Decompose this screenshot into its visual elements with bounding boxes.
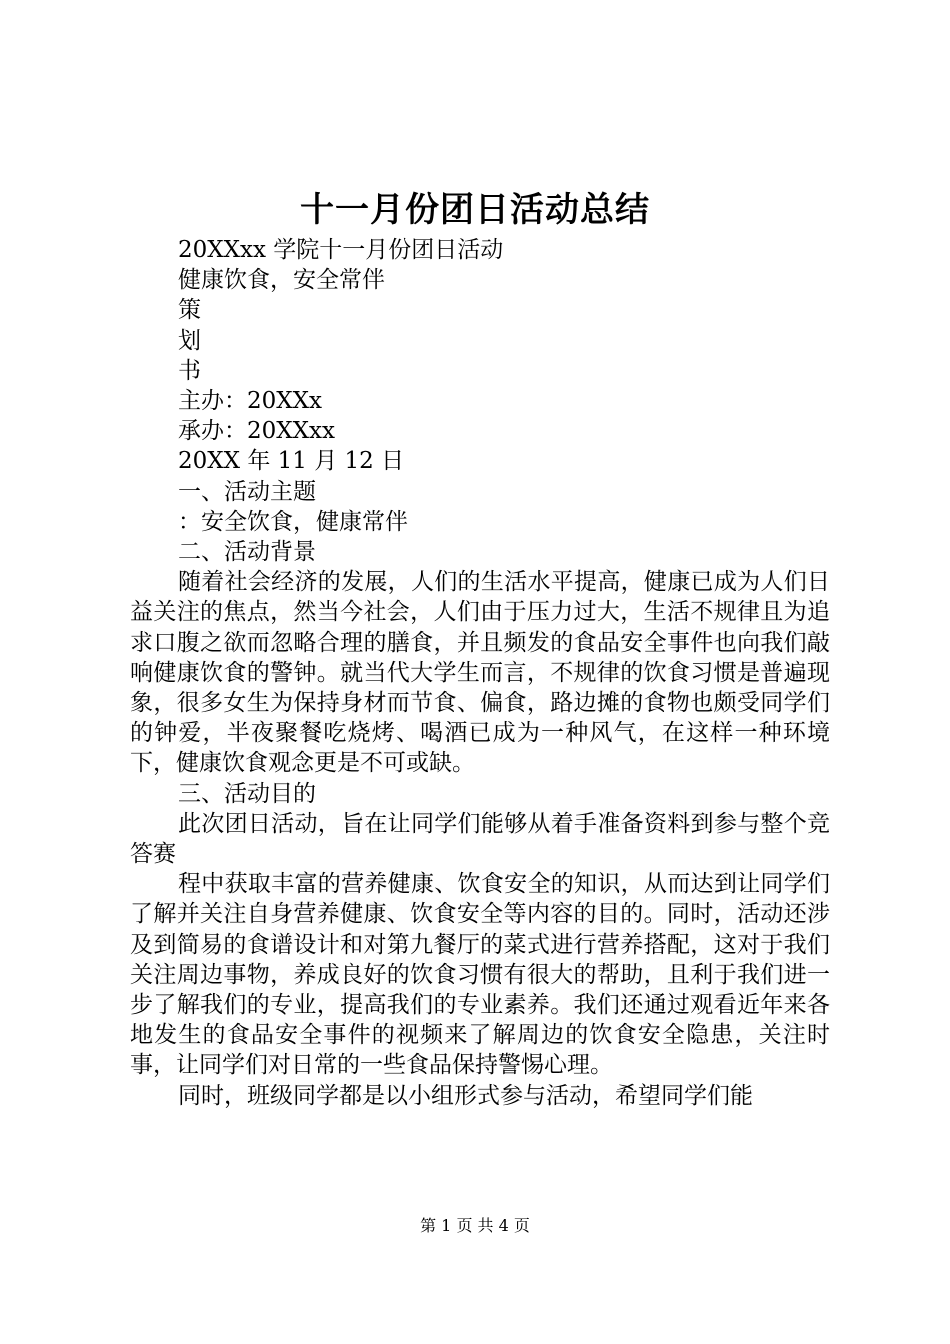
section-heading-background: 二、活动背景 <box>178 539 316 566</box>
header-line-college: 20XXxx 学院十一月份团日活动 <box>178 237 504 263</box>
section-heading-purpose: 三、活动目的 <box>178 780 316 807</box>
header-line-hua: 划 <box>178 327 201 354</box>
paragraph-purpose-1: 此次团日活动，旨在让同学们能够从着手准备资料到参与整个竞答赛 <box>130 810 830 868</box>
paragraph-purpose-2: 程中获取丰富的营养健康、饮食安全的知识，从而达到让同学们了解并关注自身营养健康、饮食安全等内容的目的。同时，活动还涉及到简易的食谱设计和对第九餐厅的菜式进行营养搭配，这对于我们关注周边事物，养成良好的饮食习惯有很大的帮助，且利于我们进一步了解我们的专业，提高我们的专业素养。我们还通过观看近年来各地发生的食品安全事件的视频来了解周边的饮食安全隐患，关注时事，让同学们对日常的一些食品保持警惕心理。 <box>130 871 830 1079</box>
header-line-organizer: 主办：20XXx <box>178 388 322 415</box>
document-body <box>130 235 830 1111</box>
header-line-date: 20XX 年 11 月 12 日 <box>178 448 405 475</box>
section-heading-theme: 一、活动主题 <box>178 478 316 505</box>
theme-text: ：安全饮食，健康常伴 <box>178 508 408 535</box>
paragraph-purpose-3: 同时，班级同学都是以小组形式参与活动，希望同学们能 <box>178 1082 753 1109</box>
document-title: 十一月份团日活动总结 <box>300 190 650 230</box>
header-line-slogan: 健康饮食，安全常伴 <box>178 267 385 294</box>
header-line-shu: 书 <box>178 357 201 384</box>
page-number-footer: 第 1 页 共 4 页 <box>420 1216 530 1235</box>
header-line-ce: 策 <box>178 297 201 324</box>
header-line-co-organizer: 承办：20XXxx <box>178 418 335 445</box>
paragraph-background: 随着社会经济的发展，人们的生活水平提高，健康已成为人们日益关注的焦点，然当今社会，人们由于压力过大，生活不规律且为追求口腹之欲而忽略合理的膳食，并且频发的食品安全事件也向我们敲响健康饮食的警钟。就当代大学生而言，不规律的饮食习惯是普遍现象，很多女生为保持身材而节食、偏食，路边摊的食物也颇受同学们的钟爱，半夜聚餐吃烧烤、喝酒已成为一种风气，在这样一种环境下，健康饮食观念更是不可或缺。 <box>130 569 830 777</box>
